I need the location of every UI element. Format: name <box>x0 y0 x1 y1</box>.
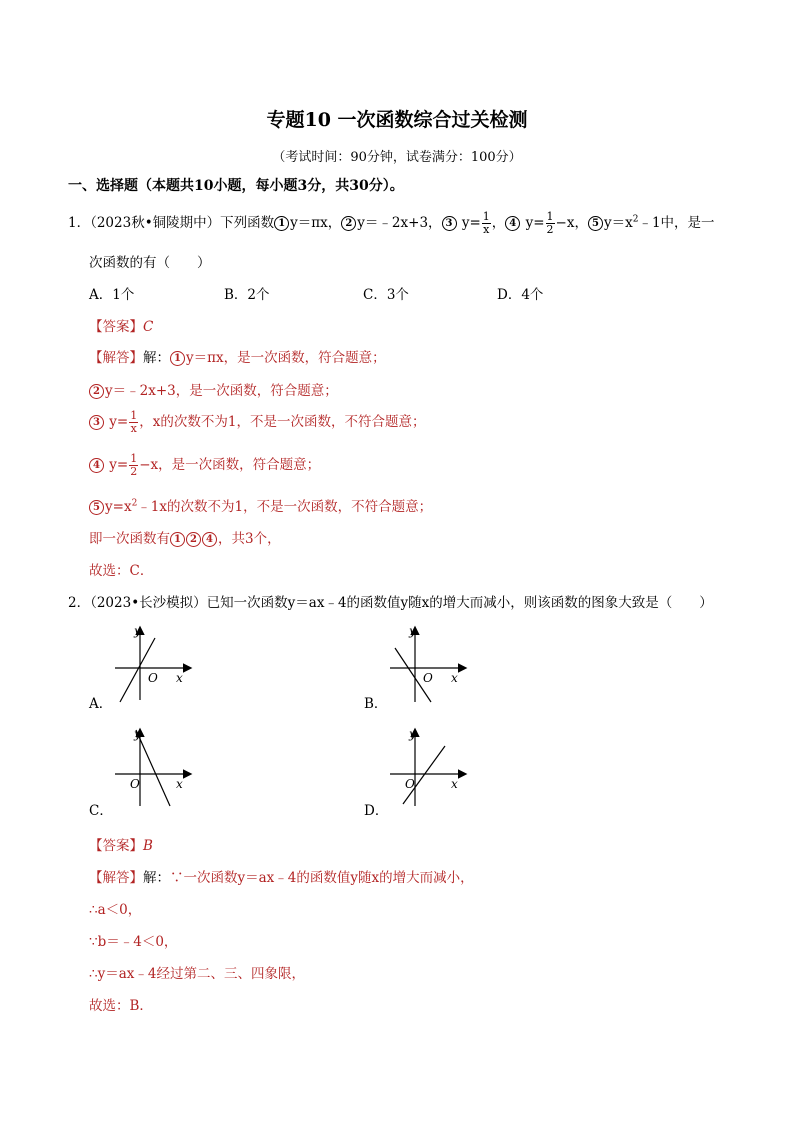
circled-number: 5 <box>89 500 104 515</box>
option-c: C．3个 <box>363 287 409 303</box>
section-heading: 一、选择题（本题共10小题，每小题3分，共30分）。 <box>68 178 404 194</box>
option-b: B．2个 <box>224 287 270 303</box>
q1-solution-7: 故选：C． <box>89 563 154 579</box>
circled-number: 2 <box>89 384 104 399</box>
fraction: $\frac{1}{2}$ <box>546 210 554 236</box>
page-title: 专题10 一次函数综合过关检测 <box>266 109 528 131</box>
q1-stem-line1: 1．（2023秋•铜陵期中）下列函数 1 y＝πx， 2 y＝﹣2x+3， 3 y= $\frac{1}{x}$ ， 4 y= $\frac{1}{2}$ −x， 5 $y=x^2﹣1$中，是一 <box>68 210 715 236</box>
circled-number: 4 <box>505 216 520 231</box>
origin-label: O <box>130 777 140 791</box>
q2-option-d: D． <box>364 803 389 819</box>
y-axis-label: y <box>409 624 416 638</box>
q2-answer: 【答案】B <box>89 838 153 854</box>
x-axis-label: x <box>451 777 458 791</box>
q2-stem: 2．（2023•长沙模拟）已知一次函数y＝ax﹣4的函数值y随x的增大而减小，则该函数的图象大致是（ ） <box>68 595 713 611</box>
q2-option-b: B． <box>364 696 388 712</box>
q1-solution-1: 【解答】解： 1 y＝πx，是一次函数，符合题意； <box>89 350 386 366</box>
circled-number: 1 <box>170 351 185 366</box>
q2-solution-1: 【解答】解：∵一次函数y＝ax﹣4的函数值y随x的增大而减小， <box>89 870 474 886</box>
origin-label: O <box>405 777 415 791</box>
origin-label: O <box>423 671 433 685</box>
graph-c <box>110 722 200 812</box>
q1-answer: 【答案】C <box>89 319 154 335</box>
circled-number: 1 <box>170 532 185 547</box>
circled-number: 2 <box>341 216 356 231</box>
q2-solution-5: 故选：B． <box>89 998 153 1014</box>
circled-number: 3 <box>442 216 457 231</box>
x-axis-label: x <box>176 671 183 685</box>
q2-option-a: A． <box>89 696 113 712</box>
graph-d <box>385 722 475 812</box>
graph-a <box>110 620 200 710</box>
q2-option-c: C． <box>89 803 113 819</box>
q2-solution-2: ∴a＜0， <box>89 902 142 918</box>
fraction: $\frac{1}{x}$ <box>130 409 138 435</box>
circled-number: 4 <box>202 532 217 547</box>
graph-b <box>385 620 475 710</box>
origin-label: O <box>148 671 158 685</box>
q1-solution-4: 4 y= $\frac{1}{2}$ −x，是一次函数，符合题意； <box>89 453 320 478</box>
exam-info: （考试时间：90分钟，试卷满分：100分） <box>272 150 522 165</box>
x-axis-label: x <box>176 777 183 791</box>
option-d: D．4个 <box>497 287 544 303</box>
y-axis-label: y <box>409 727 416 741</box>
q2-solution-3: ∵b＝﹣4＜0， <box>89 934 178 950</box>
y-axis-label: y <box>134 624 141 638</box>
y-axis-label: y <box>134 727 141 741</box>
q2-solution-4: ∴y＝ax﹣4经过第二、三、四象限， <box>89 966 305 982</box>
x-axis-label: x <box>451 671 458 685</box>
q1-solution-2: 2 y＝﹣2x+3，是一次函数，符合题意； <box>89 379 338 399</box>
circled-number: 4 <box>89 458 104 473</box>
circled-number: 1 <box>274 216 289 231</box>
circled-number: 3 <box>89 415 104 430</box>
q1-solution-5: 5 $y=x^2﹣1x$的次数不为1，不是一次函数，不符合题意； <box>89 495 432 515</box>
fraction: $\frac{1}{2}$ <box>130 452 138 478</box>
circled-number: 2 <box>186 532 201 547</box>
q1-solution-6: 即一次函数有 1 2 4 ，共3个， <box>89 531 281 547</box>
option-a: A．1个 <box>89 287 135 303</box>
q1-stem-line2: 次函数的有（ ） <box>89 255 211 271</box>
q1-solution-3: 3 y= $\frac{1}{x}$ ，x的次数不为1，不是一次函数，不符合题意； <box>89 410 425 435</box>
circled-number: 5 <box>588 216 603 231</box>
fraction: $\frac{1}{x}$ <box>482 210 490 236</box>
